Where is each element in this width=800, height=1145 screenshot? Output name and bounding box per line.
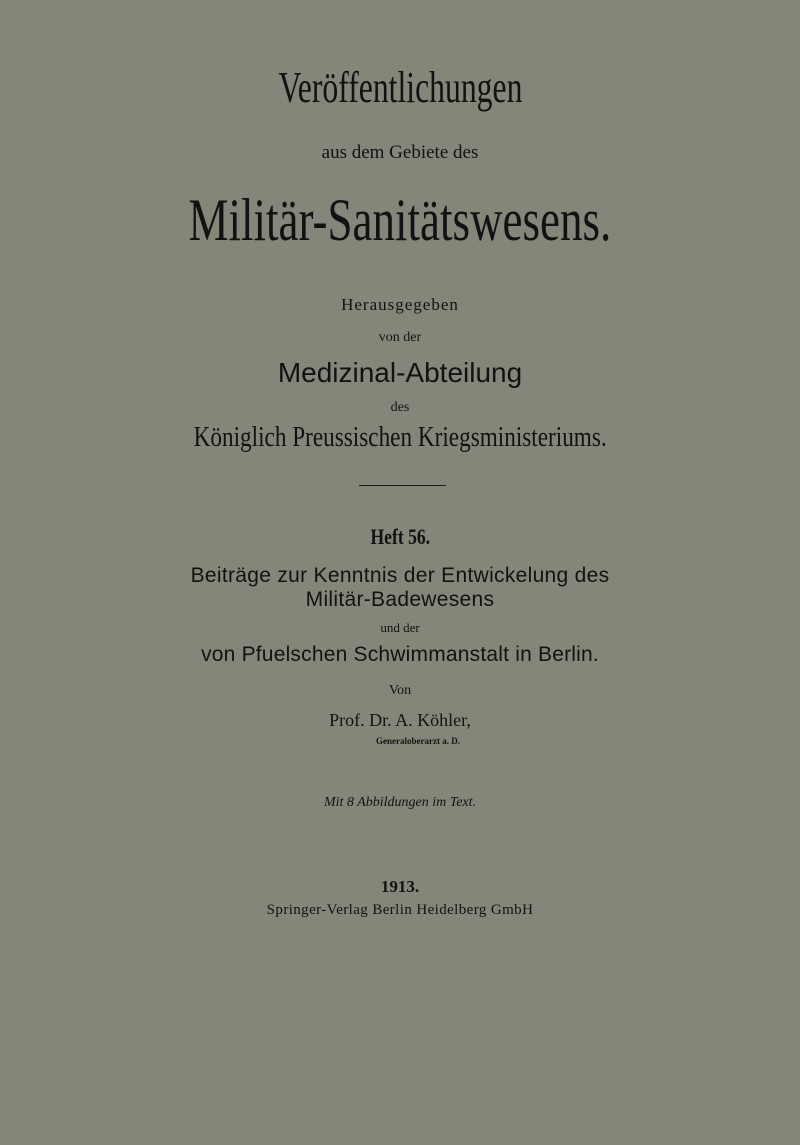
editor-department: Medizinal-Abteilung: [277, 357, 523, 388]
author-label: Von: [388, 683, 412, 698]
work-title-line-2: Militär-Badewesens: [305, 588, 495, 611]
series-subject: [0, 187, 800, 253]
author-name: [0, 711, 800, 729]
editor-ministry: [0, 423, 800, 452]
editor-label: Herausgegeben: [341, 295, 459, 314]
series-title: [0, 63, 800, 112]
author-name-text: Prof. Dr. A. Köhler,: [329, 710, 471, 730]
series-title-text: Veröffentlichungen: [278, 63, 522, 112]
series-subtitle: aus dem Gebiete des: [321, 142, 479, 163]
publisher: Springer-Verlag Berlin Heidelberg GmbH: [266, 902, 534, 918]
editor-connector-2: des: [390, 400, 410, 415]
author-rank: Generaloberarzt a. D.: [376, 736, 460, 746]
work-title-line-3: von Pfuelschen Schwimmanstalt in Berlin.: [201, 643, 599, 666]
publication-year: 1913.: [380, 877, 420, 896]
editor-connector: von der: [378, 330, 422, 345]
work-title-line-1: Beiträge zur Kenntnis der Entwickelung des: [190, 564, 610, 587]
divider: [359, 485, 446, 486]
work-title-connector: und der: [380, 620, 420, 635]
figures-note: Mit 8 Abbildungen im Text.: [323, 795, 477, 810]
issue-number: [0, 526, 800, 548]
issue-number-text: Heft 56.: [370, 524, 430, 549]
series-subject-text: Militär-Sanitätswesens.: [188, 187, 612, 253]
editor-ministry-text: Königlich Preussischen Kriegsministeriums.: [193, 421, 607, 453]
